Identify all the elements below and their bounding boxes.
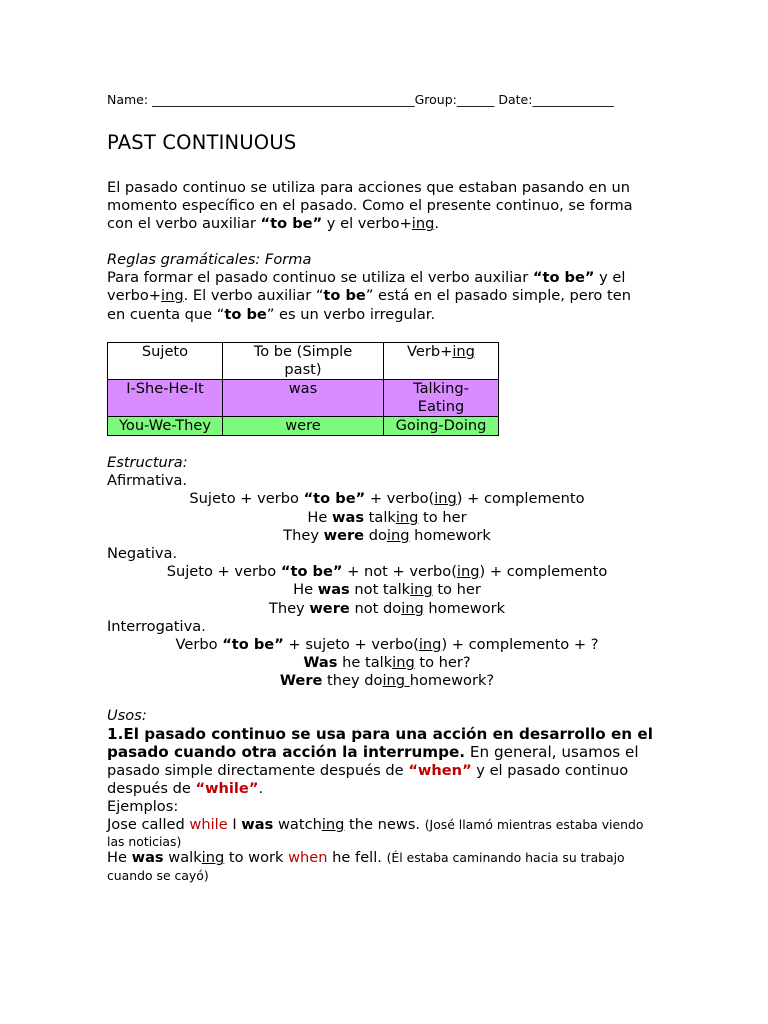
usos-example: He was walking to work when he fell. (Él estaba caminando hacia su trabajo bbox=[107, 849, 625, 867]
intro-line: con el verbo auxiliar “to be” y el verbo+ing. bbox=[107, 215, 440, 233]
table-row bbox=[108, 417, 499, 436]
usos-line: pasado simple directamente después de “when” y el pasado continuo bbox=[107, 761, 629, 779]
rules-line: en cuenta que “to be” es un verbo irregular. bbox=[107, 305, 436, 323]
afirmativa-formula: Sujeto + verbo “to be” + verbo(ing) + complemento bbox=[189, 490, 585, 508]
usos-line: 1.El pasado continuo se usa para una acción en desarrollo en el bbox=[107, 725, 653, 744]
name-blank: __________________________________________ bbox=[152, 92, 415, 107]
cell-subject: You-We-They bbox=[108, 417, 223, 436]
table-row bbox=[108, 380, 499, 417]
page-title: PAST CONTINUOUS bbox=[107, 131, 297, 154]
structure-heading: Estructura: bbox=[107, 454, 188, 471]
date-label: Date: bbox=[498, 92, 533, 107]
afirmativa-example: They were doing homework bbox=[283, 526, 491, 544]
usos-section bbox=[107, 707, 667, 883]
usos-line: pasado cuando otra acción la interrumpe. En general, usamos el bbox=[107, 743, 639, 762]
table-header-row bbox=[108, 343, 499, 380]
usos-line: después de “while”. bbox=[107, 779, 264, 797]
afirmativa-label: Afirmativa. bbox=[107, 472, 188, 490]
negativa-label: Negativa. bbox=[107, 545, 178, 563]
negativa-example: He was not talking to her bbox=[293, 581, 481, 599]
intro-line: momento específico en el pasado. Como el presente continuo, se forma bbox=[107, 197, 633, 215]
name-label: Name: bbox=[107, 92, 149, 107]
usos-example-translation: las noticias) bbox=[107, 834, 182, 850]
intro-line: El pasado continuo se utiliza para acciones que estaban pasando en un bbox=[107, 179, 631, 196]
cell-subject: I-She-He-It bbox=[108, 380, 223, 417]
header-verb-ing: Verb+ing bbox=[384, 343, 499, 380]
rules-line: verbo+ing. El verbo auxiliar “to be” está en el pasado simple, pero ten bbox=[107, 287, 631, 305]
usos-heading: Usos: bbox=[107, 707, 147, 724]
rules-section bbox=[107, 251, 667, 324]
interrogativa-example: Was he talking to her? bbox=[303, 654, 471, 672]
interrogativa-formula: Verbo “to be” + sujeto + verbo(ing) + complemento + ? bbox=[175, 636, 599, 654]
group-label: Group: bbox=[414, 92, 457, 107]
usos-example-translation: cuando se cayó) bbox=[107, 867, 209, 883]
header-fields bbox=[107, 92, 614, 107]
negativa-formula: Sujeto + verbo “to be” + not + verbo(ing) + complemento bbox=[166, 563, 608, 581]
header-sujeto: Sujeto bbox=[108, 343, 223, 380]
structure-section bbox=[107, 454, 667, 691]
afirmativa-example: He was talking to her bbox=[307, 508, 467, 526]
cell-to-be: was bbox=[223, 380, 384, 417]
interrogativa-example: Were they doing homework? bbox=[279, 672, 495, 690]
cell-verb: Going-Doing bbox=[384, 417, 499, 436]
intro-paragraph bbox=[107, 179, 667, 234]
examples-label: Ejemplos: bbox=[107, 798, 179, 816]
usos-example: Jose called while I was watching the news. (José llamó mientras estaba viendo bbox=[107, 816, 644, 834]
header-to-be: To be (Simple past) bbox=[223, 343, 384, 380]
negativa-example: They were not doing homework bbox=[268, 599, 506, 617]
rules-heading: Reglas gramáticales: Forma bbox=[107, 251, 312, 268]
rules-line: Para formar el pasado continuo se utiliza el verbo auxiliar “to be” y el bbox=[107, 269, 626, 287]
date-blank: _____________ bbox=[532, 92, 614, 107]
group-blank: ______ bbox=[456, 92, 495, 107]
to-be-table bbox=[107, 342, 499, 436]
cell-verb: Talking- Eating bbox=[384, 380, 499, 417]
cell-to-be: were bbox=[223, 417, 384, 436]
interrogativa-label: Interrogativa. bbox=[107, 617, 206, 635]
